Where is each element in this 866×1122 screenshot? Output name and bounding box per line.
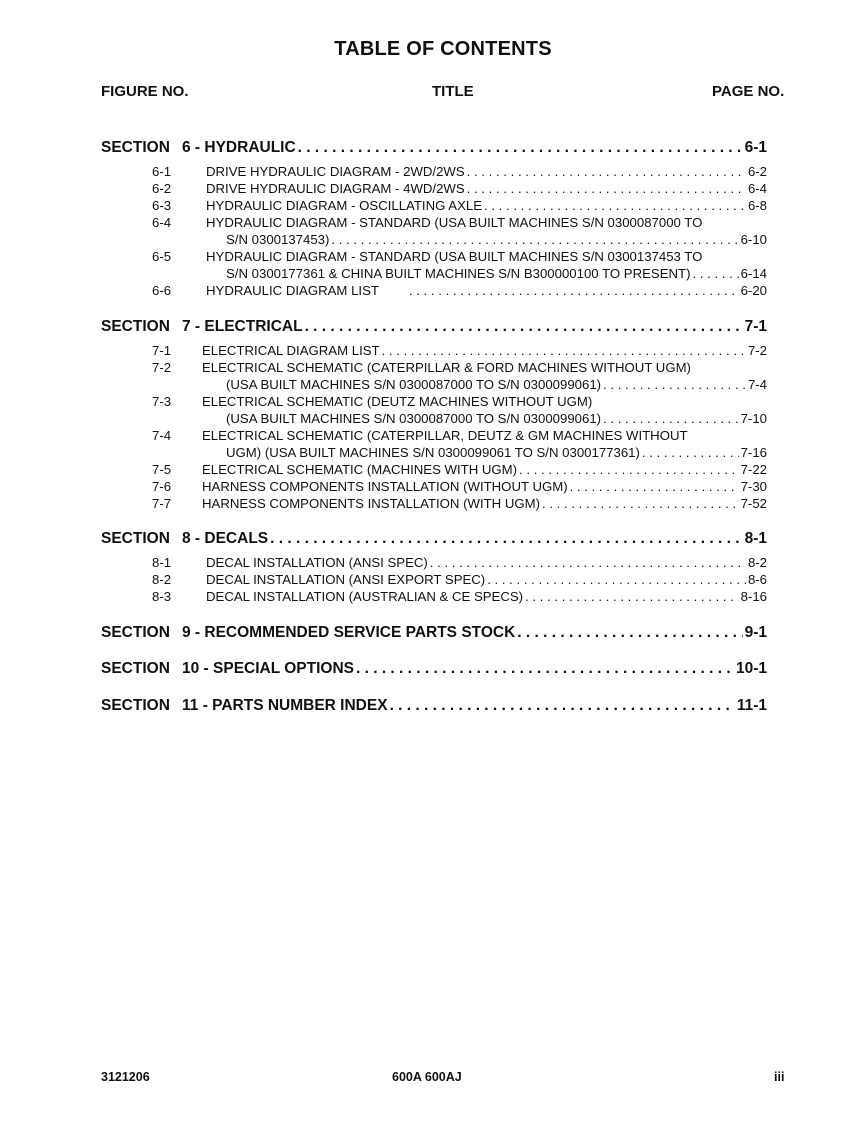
section-page: 8-1 [744, 530, 767, 547]
figure-page: 7-4 [747, 377, 767, 392]
figure-title: ELECTRICAL SCHEMATIC (MACHINES WITH UGM) [202, 462, 518, 477]
toc-entry-6-6[interactable] [206, 282, 767, 299]
leader-dots [484, 197, 746, 214]
leader-dots [331, 231, 738, 248]
toc-entry-7-5[interactable] [202, 461, 767, 478]
page-title: TABLE OF CONTENTS [334, 38, 552, 60]
figure-no-header: FIGURE NO. [101, 83, 189, 100]
leader-dots [305, 317, 743, 337]
section-9-entry[interactable] [101, 623, 767, 643]
toc-entry-7-1[interactable] [202, 342, 767, 359]
figure-page: 7-10 [740, 411, 767, 426]
figure-number: 6-4 [152, 215, 172, 230]
figure-number: 6-3 [152, 198, 172, 213]
leader-dots [517, 623, 742, 643]
figure-page: 7-30 [740, 479, 767, 494]
section-title: 10 - SPECIAL OPTIONS [182, 660, 354, 677]
leader-dots [603, 376, 746, 393]
leader-dots [603, 410, 739, 427]
toc-entry-6-4[interactable] [226, 231, 767, 248]
section-label: SECTION [101, 697, 170, 714]
figure-page: 6-4 [747, 181, 767, 196]
leader-dots [356, 659, 734, 679]
figure-number: 7-3 [152, 394, 172, 409]
section-title: 7 - ELECTRICAL [182, 318, 303, 335]
section-7-entry[interactable] [101, 317, 767, 337]
figure-number: 6-6 [152, 283, 172, 298]
section-10-entry[interactable] [101, 659, 767, 679]
figure-page: 8-2 [747, 555, 767, 570]
figure-number: 7-5 [152, 462, 172, 477]
toc-entry-7-7[interactable] [202, 495, 767, 512]
toc-entry-8-1[interactable] [206, 554, 767, 571]
toc-entry-6-2[interactable] [206, 180, 767, 197]
figure-page: 6-10 [740, 232, 767, 247]
figure-page: 6-14 [740, 266, 767, 281]
figure-number: 8-3 [152, 589, 172, 604]
figure-page: 8-16 [740, 589, 767, 604]
figure-title: HYDRAULIC DIAGRAM LIST [206, 283, 379, 298]
toc-entry-6-5[interactable] [226, 265, 767, 282]
figure-number: 8-2 [152, 572, 172, 587]
leader-dots [390, 696, 735, 716]
figure-number: 7-1 [152, 343, 172, 358]
toc-entry-7-2[interactable] [226, 376, 767, 393]
leader-dots [467, 180, 746, 197]
figure-title: HYDRAULIC DIAGRAM - OSCILLATING AXLE [206, 198, 483, 213]
toc-entry-7-3[interactable] [226, 410, 767, 427]
figure-number: 7-6 [152, 479, 172, 494]
toc-entry-8-3[interactable] [206, 588, 767, 605]
section-label: SECTION [101, 530, 170, 547]
section-title: 8 - DECALS [182, 530, 269, 547]
section-title: 9 - RECOMMENDED SERVICE PARTS STOCK [182, 624, 516, 641]
leader-dots [525, 588, 739, 605]
figure-title-line1[interactable]: ELECTRICAL SCHEMATIC (CATERPILLAR, DEUTZ & GM MACHINES WITHOUT [202, 428, 688, 443]
leader-dots [409, 282, 739, 299]
section-page: 9-1 [744, 624, 767, 641]
leader-dots [487, 571, 746, 588]
figure-page: 7-22 [740, 462, 767, 477]
figure-number: 6-5 [152, 249, 172, 264]
figure-page: 8-6 [747, 572, 767, 587]
section-8-entry[interactable] [101, 529, 767, 549]
leader-dots [382, 342, 746, 359]
section-label: SECTION [101, 660, 170, 677]
title-header: TITLE [432, 83, 474, 100]
section-label: SECTION [101, 139, 170, 156]
figure-title-line1[interactable]: ELECTRICAL SCHEMATIC (CATERPILLAR & FORD MACHINES WITHOUT UGM) [202, 360, 691, 375]
figure-title-line2: UGM) (USA BUILT MACHINES S/N 0300099061 TO S/N 0300177361) [226, 445, 640, 460]
figure-title: DECAL INSTALLATION (ANSI SPEC) [206, 555, 428, 570]
figure-page: 6-8 [747, 198, 767, 213]
figure-number: 6-1 [152, 164, 172, 179]
figure-title: DRIVE HYDRAULIC DIAGRAM - 4WD/2WS [206, 181, 465, 196]
toc-entry-7-4[interactable] [226, 444, 767, 461]
leader-dots [692, 265, 738, 282]
section-label: SECTION [101, 318, 170, 335]
toc-entry-7-6[interactable] [202, 478, 767, 495]
figure-title-line2: (USA BUILT MACHINES S/N 0300087000 TO S/N 0300099061) [226, 411, 602, 426]
page-no-header: PAGE NO. [712, 83, 785, 100]
section-title: 11 - PARTS NUMBER INDEX [182, 697, 388, 714]
toc-entry-8-2[interactable] [206, 571, 767, 588]
leader-dots [270, 529, 742, 549]
figure-number: 7-4 [152, 428, 172, 443]
section-title: 6 - HYDRAULIC [182, 139, 296, 156]
figure-title: ELECTRICAL DIAGRAM LIST [202, 343, 380, 358]
figure-title: DRIVE HYDRAULIC DIAGRAM - 2WD/2WS [206, 164, 465, 179]
section-page: 11-1 [736, 697, 767, 714]
figure-number: 7-2 [152, 360, 172, 375]
toc-entry-6-1[interactable] [206, 163, 767, 180]
leader-dots [542, 495, 739, 512]
figure-title: DECAL INSTALLATION (ANSI EXPORT SPEC) [206, 572, 486, 587]
leader-dots [298, 138, 743, 158]
footer-page-number: iii [774, 1070, 785, 1084]
figure-title-line1[interactable]: HYDRAULIC DIAGRAM - STANDARD (USA BUILT MACHINES S/N 0300087000 TO [206, 215, 703, 230]
figure-number: 6-2 [152, 181, 172, 196]
section-6-entry[interactable] [101, 138, 767, 158]
figure-title-line2: S/N 0300137453) [226, 232, 330, 247]
leader-dots [430, 554, 746, 571]
figure-page: 7-2 [747, 343, 767, 358]
section-page: 7-1 [744, 318, 767, 335]
leader-dots [642, 444, 739, 461]
figure-page: 7-52 [740, 496, 767, 511]
figure-title: HARNESS COMPONENTS INSTALLATION (WITHOUT UGM) [202, 479, 568, 494]
section-label: SECTION [101, 624, 170, 641]
section-page: 6-1 [744, 139, 767, 156]
leader-dots [519, 461, 739, 478]
section-page: 10-1 [735, 660, 767, 677]
figure-page: 6-20 [740, 283, 767, 298]
figure-title-line2: S/N 0300177361 & CHINA BUILT MACHINES S/N B300000100 TO PRESENT) [226, 266, 691, 281]
figure-page: 7-16 [740, 445, 767, 460]
section-11-entry[interactable] [101, 696, 767, 716]
toc-entry-6-3[interactable] [206, 197, 767, 214]
footer-document-number: 3121206 [101, 1070, 150, 1084]
leader-dots [570, 478, 739, 495]
figure-title: HARNESS COMPONENTS INSTALLATION (WITH UGM) [202, 496, 541, 511]
figure-number: 8-1 [152, 555, 172, 570]
figure-page: 6-2 [747, 164, 767, 179]
figure-title-line1[interactable]: HYDRAULIC DIAGRAM - STANDARD (USA BUILT MACHINES S/N 0300137453 TO [206, 249, 703, 264]
figure-title-line2: (USA BUILT MACHINES S/N 0300087000 TO S/N 0300099061) [226, 377, 602, 392]
figure-number: 7-7 [152, 496, 172, 511]
footer-model: 600A 600AJ [392, 1070, 462, 1084]
figure-title: DECAL INSTALLATION (AUSTRALIAN & CE SPECS) [206, 589, 524, 604]
leader-dots [467, 163, 746, 180]
figure-title-line1[interactable]: ELECTRICAL SCHEMATIC (DEUTZ MACHINES WITHOUT UGM) [202, 394, 593, 409]
